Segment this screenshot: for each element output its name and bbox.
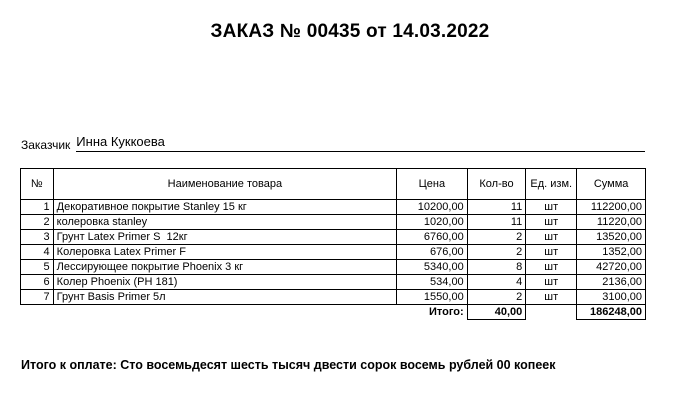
row-unit: шт	[526, 275, 577, 290]
row-sum: 112200,00	[577, 200, 646, 215]
row-num: 3	[21, 230, 54, 245]
row-sum: 42720,00	[577, 260, 646, 275]
row-qty: 11	[467, 200, 526, 215]
row-name: Грунт Latex Primer S 12кг	[53, 230, 396, 245]
table-row	[21, 230, 646, 245]
customer-row	[21, 134, 645, 152]
row-name: колеровка stanley	[53, 215, 396, 230]
row-price: 1020,00	[397, 215, 468, 230]
table-row	[21, 260, 646, 275]
total-blank-cell	[21, 305, 54, 320]
table-row	[21, 215, 646, 230]
row-qty: 2	[467, 245, 526, 260]
total-row	[21, 305, 646, 320]
row-sum: 3100,00	[577, 290, 646, 305]
header-price: Цена	[397, 169, 468, 200]
row-qty: 8	[467, 260, 526, 275]
row-num: 5	[21, 260, 54, 275]
customer-name: Инна Куккоева	[76, 134, 645, 152]
row-name: Колер Phoenix (PH 181)	[53, 275, 396, 290]
row-qty: 2	[467, 230, 526, 245]
payment-total-text: Итого к оплате: Сто восемьдесят шесть тысяч двести сорок восемь рублей 00 копеек	[21, 358, 556, 372]
total-blank-cell	[53, 305, 396, 320]
total-qty: 40,00	[467, 305, 526, 320]
customer-label: Заказчик	[21, 138, 71, 152]
table-header-row	[21, 169, 646, 200]
row-num: 6	[21, 275, 54, 290]
order-items-table	[20, 168, 646, 320]
row-price: 6760,00	[397, 230, 468, 245]
row-qty: 11	[467, 215, 526, 230]
row-sum: 2136,00	[577, 275, 646, 290]
row-unit: шт	[526, 230, 577, 245]
table-row	[21, 200, 646, 215]
row-price: 1550,00	[397, 290, 468, 305]
row-sum: 1352,00	[577, 245, 646, 260]
table-row	[21, 290, 646, 305]
table-row	[21, 245, 646, 260]
row-price: 676,00	[397, 245, 468, 260]
total-gap-cell	[526, 305, 577, 320]
row-qty: 4	[467, 275, 526, 290]
row-price: 10200,00	[397, 200, 468, 215]
header-name: Наименование товара	[53, 169, 396, 200]
total-label: Итого:	[397, 305, 468, 320]
row-unit: шт	[526, 200, 577, 215]
row-unit: шт	[526, 215, 577, 230]
row-name: Лессирующее покрытие Phoenix 3 кг	[53, 260, 396, 275]
header-num: №	[21, 169, 54, 200]
header-unit: Ед. изм.	[526, 169, 577, 200]
row-unit: шт	[526, 245, 577, 260]
row-sum: 13520,00	[577, 230, 646, 245]
row-price: 534,00	[397, 275, 468, 290]
row-num: 7	[21, 290, 54, 305]
row-num: 2	[21, 215, 54, 230]
row-name: Колеровка Latex Primer F	[53, 245, 396, 260]
row-sum: 11220,00	[577, 215, 646, 230]
header-sum: Сумма	[577, 169, 646, 200]
row-num: 4	[21, 245, 54, 260]
order-title: ЗАКАЗ № 00435 от 14.03.2022	[210, 21, 490, 42]
row-num: 1	[21, 200, 54, 215]
row-unit: шт	[526, 260, 577, 275]
row-qty: 2	[467, 290, 526, 305]
table-row	[21, 275, 646, 290]
row-name: Декоративное покрытие Stanley 15 кг	[53, 200, 396, 215]
row-name: Грунт Basis Primer 5л	[53, 290, 396, 305]
total-sum: 186248,00	[577, 305, 646, 320]
row-unit: шт	[526, 290, 577, 305]
row-price: 5340,00	[397, 260, 468, 275]
header-qty: Кол-во	[467, 169, 526, 200]
